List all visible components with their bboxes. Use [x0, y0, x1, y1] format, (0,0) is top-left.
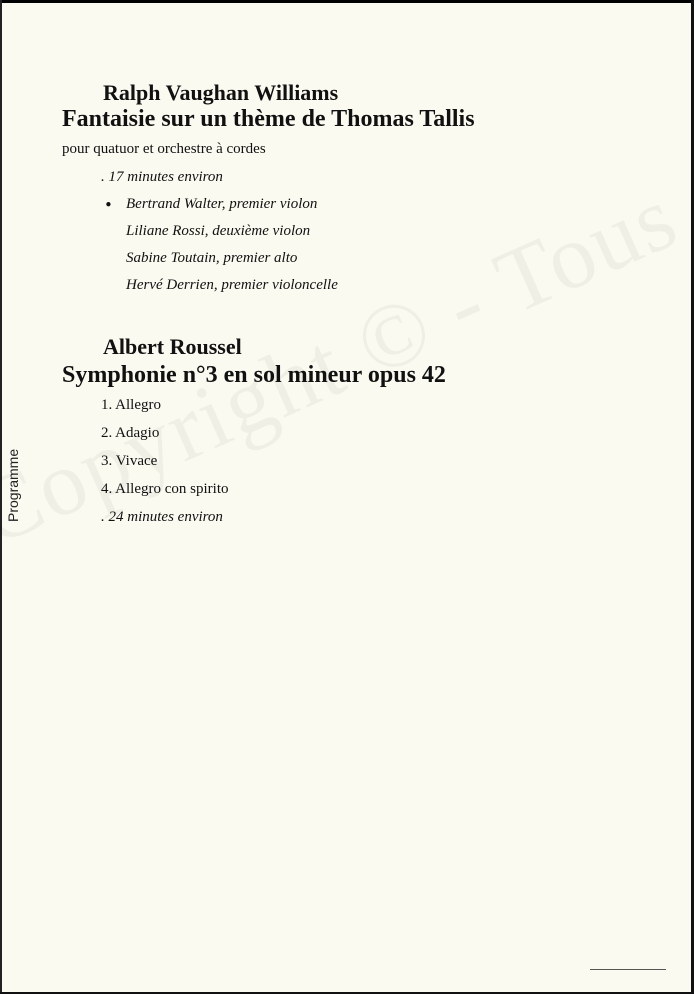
composer-name: Ralph Vaughan Williams	[103, 80, 339, 105]
movement-item: 2. Adagio	[101, 425, 160, 441]
duration: . 24 minutes environ	[101, 509, 223, 525]
page-edge-top	[0, 0, 694, 3]
duration: . 17 minutes environ	[101, 169, 223, 185]
performer: Hervé Derrien, premier violoncelle	[126, 277, 338, 293]
bullet-mark: •	[104, 196, 113, 214]
work-subtitle: pour quatuor et orchestre à cordes	[62, 141, 266, 157]
work-title: Symphonie n°3 en sol mineur opus 42	[62, 362, 446, 388]
movement-item: 4. Allegro con spirito	[101, 481, 229, 497]
section-side-label: Programme	[5, 448, 21, 522]
composer-name: Albert Roussel	[103, 334, 242, 359]
work-title: Fantaisie sur un thème de Thomas Tallis	[62, 106, 475, 132]
performer: Bertrand Walter, premier violon	[126, 196, 318, 212]
movement-item: 3. Vivace	[101, 453, 158, 469]
movement-item: 1. Allegro	[101, 397, 161, 413]
footer-rule	[590, 969, 666, 970]
performer: Sabine Toutain, premier alto	[126, 250, 298, 266]
performer: Liliane Rossi, deuxième violon	[126, 223, 311, 239]
